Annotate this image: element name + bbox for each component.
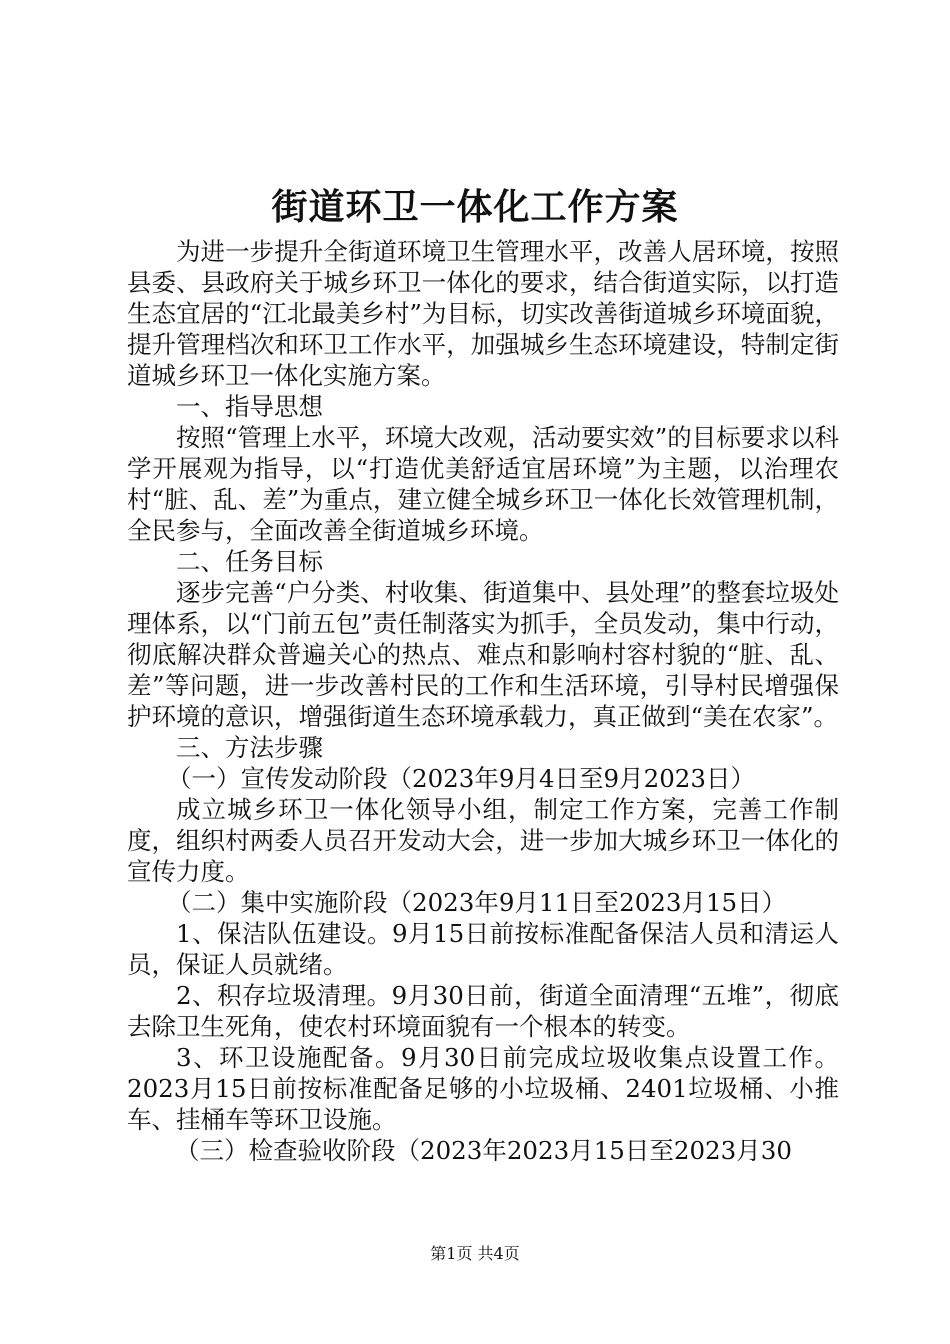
stage-heading-implementation: （二）集中实施阶段（2023年9月11日至2023月15日） (167, 888, 787, 917)
guiding-ideology-paragraph: 按照“管理上水平，环境大改观，活动要实效”的目标要求以科学开展观为指导，以“打造优美舒适宜居环境”为主题，以治理农村“脏、乱、差”为重点，建立健全城乡环卫一体化长效管理机制，全民参与，全面改善全街道城乡环境。 (127, 423, 839, 545)
document-title: 街道环卫一体化工作方案 (271, 186, 679, 228)
intro-paragraph: 为进一步提升全街道环境卫生管理水平，改善人居环境，按照县委、县政府关于城乡环卫一体化的要求，结合街道实际，以打造生态宜居的“江北最美乡村”为目标，切实改善街道城乡环境面貌，提升管理档次和环卫工作水平，加强城乡生态环境建设，特制定街道城乡环卫一体化实施方案。 (127, 237, 839, 390)
implementation-item-3: 3、环卫设施配备。9月30日前完成垃圾收集点设置工作。2023月15日前按标准配备足够的小垃圾桶、2401垃圾桶、小推车、挂桶车等环卫设施。 (127, 1043, 839, 1134)
implementation-item-2: 2、积存垃圾清理。9月30日前，街道全面清理“五堆”，彻底去除卫生死角，使农村环境面貌有一个根本的转变。 (127, 981, 839, 1041)
implementation-item-1: 1、保洁队伍建设。9月15日前按标准配备保洁人员和清运人员，保证人员就绪。 (127, 919, 839, 979)
section-heading-method-steps: 三、方法步骤 (176, 733, 323, 762)
task-goals-paragraph: 逐步完善“户分类、村收集、街道集中、县处理”的整套垃圾处理体系，以“门前五包”责任制落实为抓手，全员发动，集中行动，彻底解决群众普遍关心的热点、难点和影响村容村貌的“脏、乱、差”等问题，进一步改善村民的工作和生活环境，引导村民增强保护环境的意识，增强街道生态环境承载力，真正做到“美在农家”。 (127, 578, 839, 731)
document-body (127, 236, 839, 1166)
stage-heading-publicity: （一）宣传发动阶段（2023年9月4日至9月2023日） (167, 764, 755, 793)
section-heading-guiding-ideology: 一、指导思想 (176, 392, 323, 421)
section-heading-task-goals: 二、任务目标 (176, 547, 323, 576)
page-number-footer: 第1页 共4页 (430, 1244, 520, 1263)
publicity-paragraph: 成立城乡环卫一体化领导小组，制定工作方案，完善工作制度，组织村两委人员召开发动大会，进一步加大城乡环卫一体化的宣传力度。 (127, 795, 839, 886)
stage-heading-inspection: （三）检查验收阶段（2023年2023月15日至2023月30 (175, 1136, 792, 1165)
